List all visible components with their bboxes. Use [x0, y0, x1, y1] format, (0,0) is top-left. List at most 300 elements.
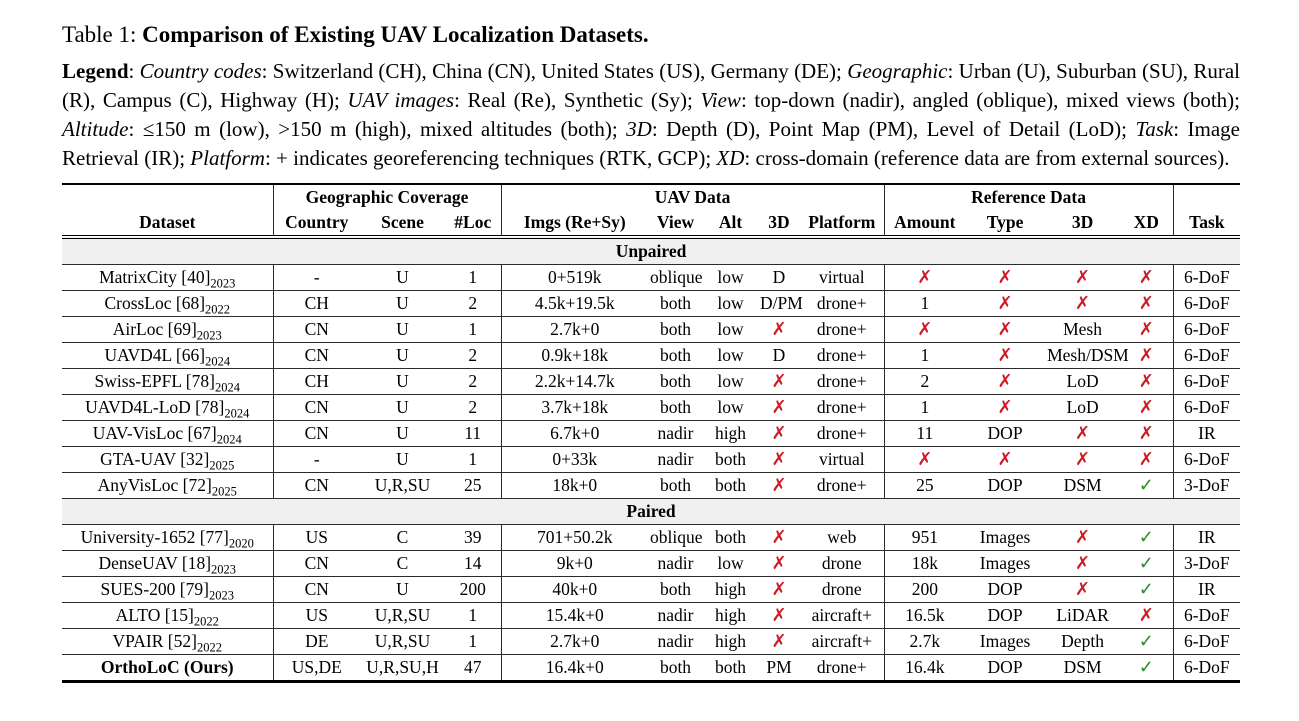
check-mark: ✓ — [1120, 629, 1173, 655]
cell-platform: virtual — [800, 447, 884, 473]
cell-num-loc: 2 — [445, 291, 501, 317]
caption-title: Comparison of Existing UAV Localization Datasets. — [142, 22, 649, 47]
dataset-year: 2024 — [205, 354, 231, 369]
cross-mark: ✗ — [884, 265, 965, 291]
cell-country: DE — [273, 629, 360, 655]
cell-num-loc: 47 — [445, 655, 501, 682]
cell-scene: U — [360, 291, 445, 317]
table-row-sues-200-79 — [62, 577, 1240, 603]
col-header-dataset: Dataset — [62, 210, 273, 237]
group-header-reference-data: Reference Data — [884, 184, 1173, 210]
cell-scene: U,R,SU — [360, 629, 445, 655]
cell-scene: U — [360, 421, 445, 447]
group-header-geographic-coverage: Geographic Coverage — [273, 184, 501, 210]
cell-imgs: 0+33k — [501, 447, 648, 473]
cell-num-loc: 1 — [445, 629, 501, 655]
table-caption — [62, 20, 1240, 50]
check-mark: ✓ — [1120, 473, 1173, 499]
cell-task: 3-DoF — [1173, 473, 1240, 499]
table-row-airloc-69 — [62, 317, 1240, 343]
cell-ref-3d: DSM — [1045, 473, 1120, 499]
dataset-year: 2023 — [211, 562, 237, 577]
check-mark: ✓ — [1120, 551, 1173, 577]
cross-mark: ✗ — [1120, 369, 1173, 395]
cell-view: both — [648, 655, 703, 682]
col-header-task: Task — [1173, 210, 1240, 237]
cell-country: CH — [273, 291, 360, 317]
cell-alt: high — [703, 421, 758, 447]
cell-view: both — [648, 343, 703, 369]
table-legend — [62, 57, 1240, 173]
cell-country: CN — [273, 421, 360, 447]
cell-ref-amount: 1 — [884, 343, 965, 369]
cell-ref-amount: 200 — [884, 577, 965, 603]
cell-ref-3d: DSM — [1045, 655, 1120, 682]
table-row-ortholoc-ours — [62, 655, 1240, 682]
cell-view: nadir — [648, 603, 703, 629]
cell-view: oblique — [648, 265, 703, 291]
dataset-year: 2023 — [208, 588, 234, 603]
cell-ref-3d: Mesh — [1045, 317, 1120, 343]
dataset-name: AirLoc [69] — [112, 319, 197, 340]
cell-alt: low — [703, 551, 758, 577]
check-mark: ✓ — [1120, 577, 1173, 603]
dataset-name: MatrixCity [40] — [99, 267, 211, 288]
cell-task: 6-DoF — [1173, 369, 1240, 395]
cross-mark: ✗ — [1120, 343, 1173, 369]
cell-task: IR — [1173, 421, 1240, 447]
cross-mark: ✗ — [965, 447, 1045, 473]
cell-ref-amount: 11 — [884, 421, 965, 447]
cross-mark: ✗ — [965, 317, 1045, 343]
cell-view: nadir — [648, 447, 703, 473]
cell-task: 6-DoF — [1173, 291, 1240, 317]
cell-num-loc: 1 — [445, 317, 501, 343]
cell-ref-amount: 16.5k — [884, 603, 965, 629]
cross-mark: ✗ — [758, 317, 800, 343]
cell-imgs: 15.4k+0 — [501, 603, 648, 629]
cross-mark: ✗ — [1120, 421, 1173, 447]
cell-dataset — [62, 551, 273, 577]
cell-alt: high — [703, 577, 758, 603]
cell-ref-type: Images — [965, 551, 1045, 577]
cell-platform: drone+ — [800, 421, 884, 447]
cell-scene: U — [360, 265, 445, 291]
legend-segment: Task — [1135, 117, 1174, 142]
cell-num-loc: 2 — [445, 369, 501, 395]
dataset-name: University-1652 [77] — [80, 527, 229, 548]
cell-country: CN — [273, 551, 360, 577]
legend-segment: Geographic — [847, 58, 948, 83]
cell-dataset — [62, 577, 273, 603]
cross-mark: ✗ — [758, 577, 800, 603]
section-label: Unpaired — [62, 237, 1240, 265]
cell-ref-amount: 18k — [884, 551, 965, 577]
cross-mark: ✗ — [758, 525, 800, 551]
cross-mark: ✗ — [758, 551, 800, 577]
cell-num-loc: 39 — [445, 525, 501, 551]
cell-platform: drone+ — [800, 369, 884, 395]
cross-mark: ✗ — [1120, 265, 1173, 291]
table-row-gta-uav-32 — [62, 447, 1240, 473]
cross-mark: ✗ — [1045, 551, 1120, 577]
cross-mark: ✗ — [1045, 577, 1120, 603]
table-row-uav-visloc-67 — [62, 421, 1240, 447]
cell-num-loc: 2 — [445, 343, 501, 369]
legend-segment: : Image Retrieval (IR); — [62, 117, 1240, 171]
cross-mark: ✗ — [1120, 603, 1173, 629]
legend-segment: UAV images — [347, 87, 455, 112]
cell-dataset — [62, 421, 273, 447]
legend-segment: XD — [716, 146, 745, 171]
cell-alt: high — [703, 603, 758, 629]
cross-mark: ✗ — [1045, 447, 1120, 473]
cell-ref-type: DOP — [965, 655, 1045, 682]
table-row-matrixcity-40 — [62, 265, 1240, 291]
cell-view: nadir — [648, 629, 703, 655]
cell-country: CN — [273, 343, 360, 369]
cell-imgs: 18k+0 — [501, 473, 648, 499]
cell-dataset — [62, 395, 273, 421]
cell-country: CN — [273, 473, 360, 499]
cell-scene: U,R,SU — [360, 473, 445, 499]
cell-view: nadir — [648, 551, 703, 577]
cross-mark: ✗ — [965, 291, 1045, 317]
cell-platform: drone — [800, 577, 884, 603]
cell-ref-amount: 1 — [884, 291, 965, 317]
cell-imgs: 6.7k+0 — [501, 421, 648, 447]
cell-alt: both — [703, 447, 758, 473]
cell-dataset — [62, 291, 273, 317]
legend-segment: Country codes — [139, 58, 262, 83]
cell-alt: both — [703, 525, 758, 551]
cross-mark: ✗ — [965, 343, 1045, 369]
cell-view: oblique — [648, 525, 703, 551]
cell-imgs: 40k+0 — [501, 577, 648, 603]
cell-ref-3d: LoD — [1045, 369, 1120, 395]
dataset-name: OrthoLoC (Ours) — [100, 657, 234, 678]
cell-scene: U,R,SU,H — [360, 655, 445, 682]
cell-task: 3-DoF — [1173, 551, 1240, 577]
cell-alt: low — [703, 395, 758, 421]
column-header-row — [62, 210, 1240, 237]
table-row-swiss-epfl-78 — [62, 369, 1240, 395]
dataset-name: GTA-UAV [32] — [100, 449, 210, 470]
cell-ref-type: DOP — [965, 421, 1045, 447]
dataset-name: VPAIR [52] — [112, 631, 197, 652]
cell-num-loc: 25 — [445, 473, 501, 499]
cross-mark: ✗ — [1045, 291, 1120, 317]
cell-alt: low — [703, 265, 758, 291]
cell-num-loc: 1 — [445, 603, 501, 629]
cross-mark: ✗ — [1120, 317, 1173, 343]
cell-num-loc: 2 — [445, 395, 501, 421]
legend-segment: Altitude — [62, 117, 129, 142]
cell-imgs: 3.7k+18k — [501, 395, 648, 421]
cell-country: - — [273, 447, 360, 473]
cross-mark: ✗ — [1045, 525, 1120, 551]
group-header-blank — [62, 184, 273, 210]
col-header-num-loc: #Loc — [445, 210, 501, 237]
table-row-alto-15 — [62, 603, 1240, 629]
cell-country: US — [273, 525, 360, 551]
cell-country: CN — [273, 577, 360, 603]
dataset-name: AnyVisLoc [72] — [97, 475, 212, 496]
cell-uav-3d: D — [758, 265, 800, 291]
cell-task: 6-DoF — [1173, 395, 1240, 421]
cell-platform: web — [800, 525, 884, 551]
cell-ref-type: DOP — [965, 473, 1045, 499]
table-row-uavd4l-lod-78 — [62, 395, 1240, 421]
dataset-name: Swiss-EPFL [78] — [94, 371, 215, 392]
table-row-anyvisloc-72 — [62, 473, 1240, 499]
cell-view: both — [648, 369, 703, 395]
cell-num-loc: 1 — [445, 447, 501, 473]
dataset-year: 2022 — [196, 640, 222, 655]
table-body — [62, 237, 1240, 682]
cell-imgs: 701+50.2k — [501, 525, 648, 551]
cell-uav-3d: D — [758, 343, 800, 369]
cell-scene: U — [360, 447, 445, 473]
table-row-crossloc-68 — [62, 291, 1240, 317]
cross-mark: ✗ — [758, 369, 800, 395]
col-header-view: View — [648, 210, 703, 237]
cell-country: CN — [273, 395, 360, 421]
cell-dataset — [62, 369, 273, 395]
cell-num-loc: 1 — [445, 265, 501, 291]
cell-task: 6-DoF — [1173, 343, 1240, 369]
cell-task: 6-DoF — [1173, 317, 1240, 343]
cell-country: US — [273, 603, 360, 629]
cell-dataset — [62, 317, 273, 343]
col-header-imgs: Imgs (Re+Sy) — [501, 210, 648, 237]
cell-platform: drone+ — [800, 395, 884, 421]
cross-mark: ✗ — [758, 629, 800, 655]
cell-dataset — [62, 629, 273, 655]
cell-imgs: 4.5k+19.5k — [501, 291, 648, 317]
cross-mark: ✗ — [965, 369, 1045, 395]
cell-task: 6-DoF — [1173, 655, 1240, 682]
cell-view: both — [648, 317, 703, 343]
cell-platform: drone — [800, 551, 884, 577]
cell-alt: low — [703, 369, 758, 395]
dataset-name: DenseUAV [18] — [98, 553, 212, 574]
col-header-xd: XD — [1120, 210, 1173, 237]
dataset-name: CrossLoc [68] — [104, 293, 206, 314]
cell-task: IR — [1173, 525, 1240, 551]
dataset-year: 2023 — [210, 276, 236, 291]
cell-platform: virtual — [800, 265, 884, 291]
cell-dataset — [62, 447, 273, 473]
dataset-year: 2024 — [214, 380, 240, 395]
cell-uav-3d: PM — [758, 655, 800, 682]
cell-view: both — [648, 577, 703, 603]
cell-task: 6-DoF — [1173, 629, 1240, 655]
cell-task: 6-DoF — [1173, 265, 1240, 291]
cell-imgs: 2.2k+14.7k — [501, 369, 648, 395]
caption-prefix: Table 1: — [62, 22, 143, 47]
cell-ref-amount: 951 — [884, 525, 965, 551]
cross-mark: ✗ — [884, 317, 965, 343]
cell-country: US,DE — [273, 655, 360, 682]
cross-mark: ✗ — [1120, 395, 1173, 421]
col-header-scene: Scene — [360, 210, 445, 237]
cell-country: - — [273, 265, 360, 291]
dataset-year: 2020 — [228, 536, 254, 551]
cell-platform: aircraft+ — [800, 629, 884, 655]
cell-task: 6-DoF — [1173, 447, 1240, 473]
dataset-year: 2024 — [224, 406, 250, 421]
cell-view: both — [648, 395, 703, 421]
section-row-paired — [62, 499, 1240, 525]
check-mark: ✓ — [1120, 655, 1173, 682]
legend-segment: : top-down (nadir), angled (oblique), mixed views (both); — [740, 87, 1240, 112]
cross-mark: ✗ — [758, 473, 800, 499]
legend-segment: Legend — [62, 58, 129, 83]
dataset-name: UAVD4L [66] — [104, 345, 206, 366]
cell-scene: U — [360, 317, 445, 343]
cell-task: 6-DoF — [1173, 603, 1240, 629]
cell-scene: U — [360, 395, 445, 421]
dataset-name: UAV-VisLoc [67] — [92, 423, 217, 444]
cell-ref-amount: 2 — [884, 369, 965, 395]
cell-platform: drone+ — [800, 473, 884, 499]
cell-ref-amount: 25 — [884, 473, 965, 499]
cell-scene: C — [360, 551, 445, 577]
cell-dataset — [62, 473, 273, 499]
cell-platform: drone+ — [800, 343, 884, 369]
cell-scene: U — [360, 577, 445, 603]
cell-view: both — [648, 291, 703, 317]
legend-segment: : cross-domain (reference data are from external sources). — [744, 146, 1230, 171]
cell-imgs: 0+519k — [501, 265, 648, 291]
cell-view: nadir — [648, 421, 703, 447]
cell-scene: U,R,SU — [360, 603, 445, 629]
cell-view: both — [648, 473, 703, 499]
legend-segment: : Switzerland (CH), China (CN), United States (US), Germany (DE); — [261, 58, 848, 83]
legend-segment: : Real (Re), Synthetic (Sy); — [454, 87, 701, 112]
cell-alt: high — [703, 629, 758, 655]
legend-segment: : — [128, 58, 140, 83]
col-header-uav-3d: 3D — [758, 210, 800, 237]
cell-ref-amount: 1 — [884, 395, 965, 421]
cross-mark: ✗ — [1120, 291, 1173, 317]
cell-scene: U — [360, 369, 445, 395]
legend-segment: : + indicates georeferencing techniques (RTK, GCP); — [264, 146, 717, 171]
cell-country: CN — [273, 317, 360, 343]
cross-mark: ✗ — [1120, 447, 1173, 473]
cross-mark: ✗ — [884, 447, 965, 473]
cell-ref-3d: LoD — [1045, 395, 1120, 421]
cell-alt: both — [703, 473, 758, 499]
cross-mark: ✗ — [1045, 421, 1120, 447]
cell-platform: drone+ — [800, 655, 884, 682]
cross-mark: ✗ — [758, 447, 800, 473]
cell-dataset — [62, 343, 273, 369]
dataset-year: 2025 — [211, 484, 237, 499]
dataset-name: ALTO [15] — [115, 605, 194, 626]
cell-platform: drone+ — [800, 317, 884, 343]
cell-imgs: 2.7k+0 — [501, 629, 648, 655]
dataset-year: 2025 — [209, 458, 235, 473]
cell-num-loc: 14 — [445, 551, 501, 577]
legend-segment: : Urban (U), Suburban (SU), Rural (R), Campus (C), Highway (H); — [62, 58, 1241, 112]
cell-uav-3d: D/PM — [758, 291, 800, 317]
cell-ref-type: Images — [965, 525, 1045, 551]
group-header-row — [62, 184, 1240, 210]
cell-ref-3d: Depth — [1045, 629, 1120, 655]
cell-ref-type: DOP — [965, 577, 1045, 603]
cross-mark: ✗ — [1045, 265, 1120, 291]
cell-alt: both — [703, 655, 758, 682]
cell-scene: U — [360, 343, 445, 369]
col-header-ref-amount: Amount — [884, 210, 965, 237]
col-header-platform: Platform — [800, 210, 884, 237]
check-mark: ✓ — [1120, 525, 1173, 551]
dataset-year: 2022 — [205, 302, 231, 317]
cell-alt: low — [703, 291, 758, 317]
cell-imgs: 16.4k+0 — [501, 655, 648, 682]
cell-ref-amount: 2.7k — [884, 629, 965, 655]
dataset-year: 2022 — [193, 614, 219, 629]
table-row-uavd4l-66 — [62, 343, 1240, 369]
cell-platform: aircraft+ — [800, 603, 884, 629]
col-header-ref-type: Type — [965, 210, 1045, 237]
legend-segment: : Depth (D), Point Map (PM), Level of Detail (LoD); — [651, 117, 1136, 142]
table-row-university-1652-77 — [62, 525, 1240, 551]
legend-segment: : ≤150 m (low), >150 m (high), mixed altitudes (both); — [128, 117, 627, 142]
cell-dataset — [62, 525, 273, 551]
col-header-country: Country — [273, 210, 360, 237]
section-row-unpaired — [62, 237, 1240, 265]
legend-segment: 3D — [626, 117, 652, 142]
col-header-ref-3d: 3D — [1045, 210, 1120, 237]
cell-alt: low — [703, 317, 758, 343]
cell-platform: drone+ — [800, 291, 884, 317]
cross-mark: ✗ — [758, 421, 800, 447]
section-label: Paired — [62, 499, 1240, 525]
cell-imgs: 0.9k+18k — [501, 343, 648, 369]
cell-dataset — [62, 603, 273, 629]
cell-dataset — [62, 655, 273, 682]
group-header-blank — [1173, 184, 1240, 210]
cell-ref-3d: Mesh/DSM — [1045, 343, 1120, 369]
cell-imgs: 9k+0 — [501, 551, 648, 577]
cell-scene: C — [360, 525, 445, 551]
group-header-uav-data: UAV Data — [501, 184, 884, 210]
cell-num-loc: 200 — [445, 577, 501, 603]
cell-ref-amount: 16.4k — [884, 655, 965, 682]
table-row-vpair-52 — [62, 629, 1240, 655]
cell-task: IR — [1173, 577, 1240, 603]
cross-mark: ✗ — [758, 395, 800, 421]
table-header — [62, 184, 1240, 237]
legend-segment: View — [700, 87, 741, 112]
cell-imgs: 2.7k+0 — [501, 317, 648, 343]
dataset-year: 2024 — [216, 432, 242, 447]
table-row-denseuav-18 — [62, 551, 1240, 577]
cell-num-loc: 11 — [445, 421, 501, 447]
cross-mark: ✗ — [758, 603, 800, 629]
legend-segment: Platform — [190, 146, 265, 171]
cell-ref-3d: LiDAR — [1045, 603, 1120, 629]
dataset-name: UAVD4L-LoD [78] — [85, 397, 225, 418]
cell-ref-type: Images — [965, 629, 1045, 655]
cross-mark: ✗ — [965, 395, 1045, 421]
dataset-name: SUES-200 [79] — [100, 579, 209, 600]
cell-alt: low — [703, 343, 758, 369]
cross-mark: ✗ — [965, 265, 1045, 291]
